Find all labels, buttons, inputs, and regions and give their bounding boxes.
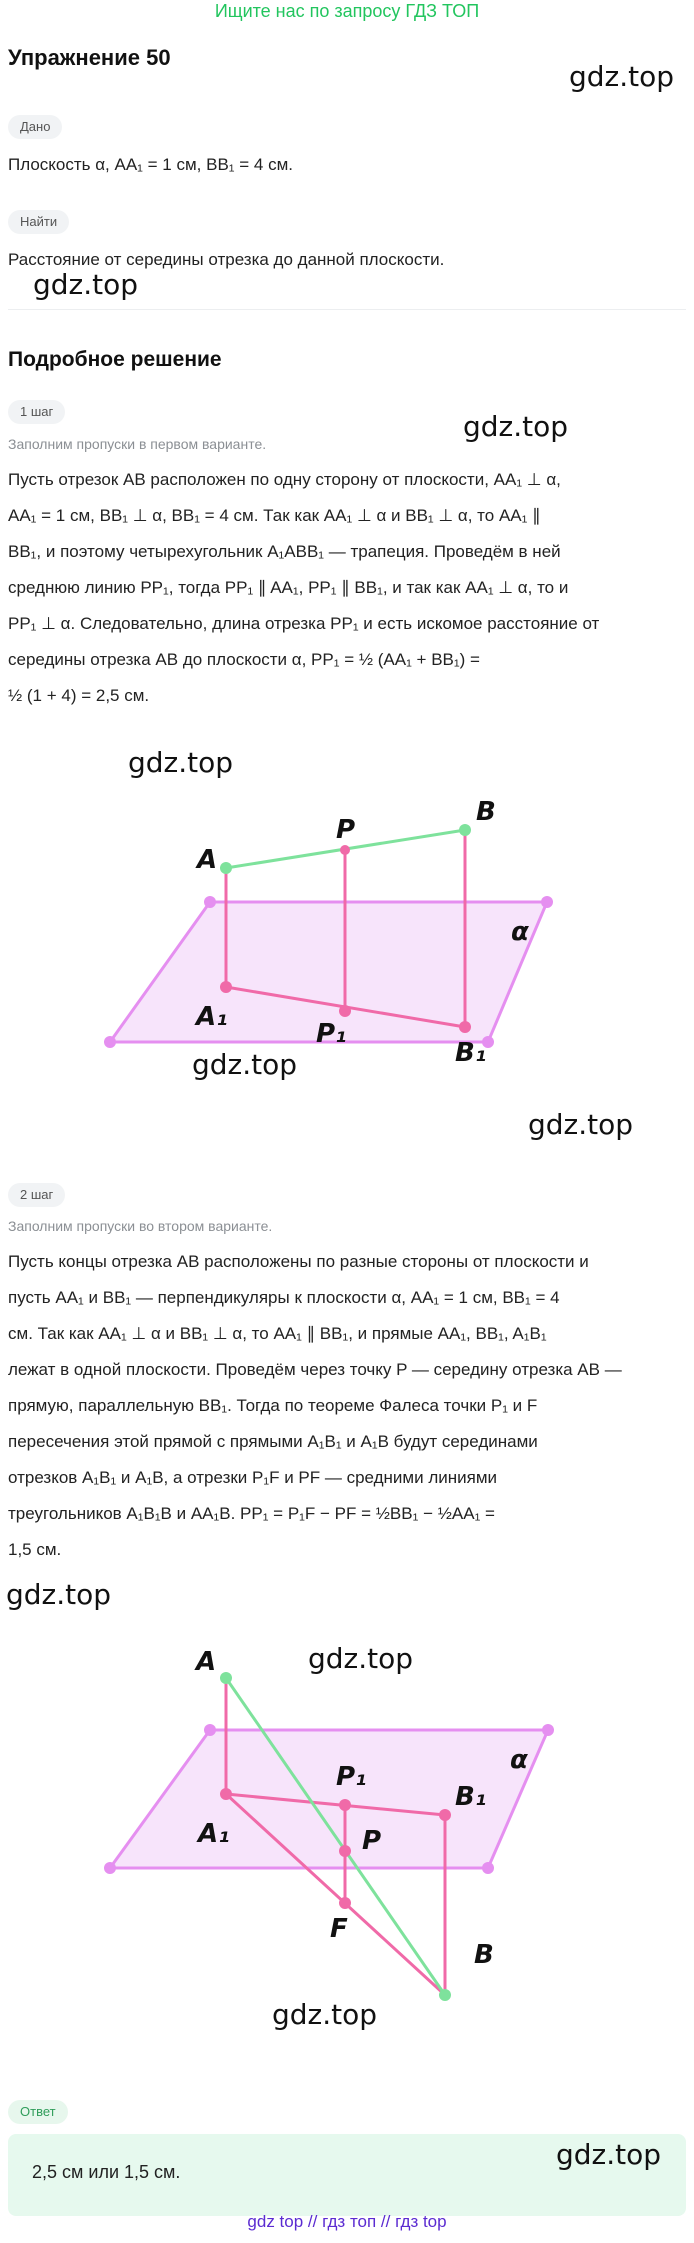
plane-corner [482,1862,494,1874]
step2-text [8,1244,688,1568]
watermark: gdz.top [33,268,139,301]
step1-line: середины отрезка AB до плоскости α, PP₁ = ½ (AA₁ + BB₁) = [8,650,480,669]
label-B: B [476,797,496,827]
label-B1: B₁ [455,1038,487,1068]
step1-badge: 1 шаг [8,400,65,424]
step2-line: см. Так как AA₁ ⊥ α и BB₁ ⊥ α, то AA₁ ∥ BB₁, и прямые AA₁, BB₁, A₁B₁ [8,1324,547,1343]
label-A: A [196,1647,217,1677]
watermark: gdz.top [528,1108,634,1141]
step1-line: AA₁ = 1 см, BB₁ ⊥ α, BB₁ = 4 см. Так как AA₁ ⊥ α и BB₁ ⊥ α, то AA₁ ∥ [8,506,541,525]
answer-text: 2,5 см или 1,5 см. [32,2162,181,2182]
point-A1 [220,1788,232,1800]
point-P [339,1845,351,1857]
watermark: gdz.top [192,1048,298,1081]
label-P: P [362,1826,382,1856]
step1-line: Пусть отрезок AB расположен по одну сторону от плоскости, AA₁ ⊥ α, [8,470,561,489]
find-text: Расстояние от середины отрезка до данной плоскости. [8,250,445,269]
step1-hint: Заполним пропуски в первом варианте. [8,436,267,452]
step1-line: BB₁, и поэтому четырехугольник A₁ABB₁ — трапеция. Проведём в ней [8,542,561,561]
footer-links[interactable]: gdz top // гдз топ // гдз top [247,2212,447,2231]
point-A1 [220,981,232,993]
label-alpha: α [511,917,529,947]
given-text: Плоскость α, AA₁ = 1 см, BB₁ = 4 см. [8,155,293,174]
label-A1: A₁ [198,1819,230,1849]
plane-corner [204,896,216,908]
step2-hint: Заполним пропуски во втором варианте. [8,1218,273,1234]
step2-line: лежат в одной плоскости. Проведём через точку P — середину отрезка AB — [8,1360,622,1379]
watermark: gdz.top [556,2138,662,2171]
promo-banner[interactable]: Ищите нас по запросу ГДЗ ТОП [214,1,480,21]
label-A1: A₁ [196,1002,228,1032]
point-B1 [459,1021,471,1033]
step2-line: отрезков A₁B₁ и A₁B, а отрезки P₁F и PF — средними линиями [8,1468,498,1487]
watermark: gdz.top [308,1642,414,1675]
step2-line: пересечения этой прямой с прямыми A₁B₁ и A₁B будут серединами [8,1432,538,1451]
watermark: gdz.top [128,746,234,779]
point-F [339,1897,351,1909]
step1-line: среднюю линию PP₁, тогда PP₁ ∥ AA₁, PP₁ ∥ BB₁, и так как AA₁ ⊥ α, то и [8,578,569,597]
step1-text [8,462,688,714]
point-A [220,862,232,874]
point-B1 [439,1809,451,1821]
watermark: gdz.top [272,1998,378,2031]
step2-line: прямую, параллельную BB₁. Тогда по теореме Фалеса точки P₁ и F [8,1396,538,1415]
label-alpha: α [510,1745,528,1775]
step2-line: пусть AA₁ и BB₁ — перпендикуляры к плоскости α, AA₁ = 1 см, BB₁ = 4 [8,1288,560,1307]
label-F: F [330,1914,348,1944]
step1-line: PP₁ ⊥ α. Следовательно, длина отрезка PP₁ и есть искомое расстояние от [8,614,600,633]
solution-title: Подробное решение [8,348,222,371]
label-P1: P₁ [336,1762,367,1792]
divider [8,309,686,310]
step2-badge: 2 шаг [8,1183,65,1207]
point-B [459,824,471,836]
point-B [439,1989,451,2001]
point-P1 [339,1005,351,1017]
step1-line: ½ (1 + 4) = 2,5 см. [8,686,150,705]
label-B1: B₁ [455,1782,487,1812]
point-P1 [339,1799,351,1811]
answer-badge: Ответ [8,2100,68,2124]
step2-line: треугольников A₁B₁B и AA₁B. PP₁ = P₁F − PF = ½BB₁ − ½AA₁ = [8,1504,495,1523]
label-A: A [197,845,218,875]
watermark: gdz.top [569,60,675,93]
point-A [220,1672,232,1684]
plane-corner [204,1724,216,1736]
watermark: gdz.top [463,410,569,443]
figure-1-diagram [0,780,694,1080]
label-P1: P₁ [316,1019,347,1049]
plane-corner [541,896,553,908]
watermark: gdz.top [6,1578,112,1611]
given-badge: Дано [8,115,62,139]
step2-line: 1,5 см. [8,1540,62,1559]
figure-2-diagram [0,1630,694,2010]
plane-corner [104,1862,116,1874]
page-title: Упражнение 50 [8,45,171,70]
plane-corner [542,1724,554,1736]
label-P: P [336,815,356,845]
point-P [340,845,350,855]
step2-line: Пусть концы отрезка AB расположены по разные стороны от плоскости и [8,1252,589,1271]
plane-corner [104,1036,116,1048]
label-B: B [474,1940,494,1970]
find-badge: Найти [8,210,69,234]
